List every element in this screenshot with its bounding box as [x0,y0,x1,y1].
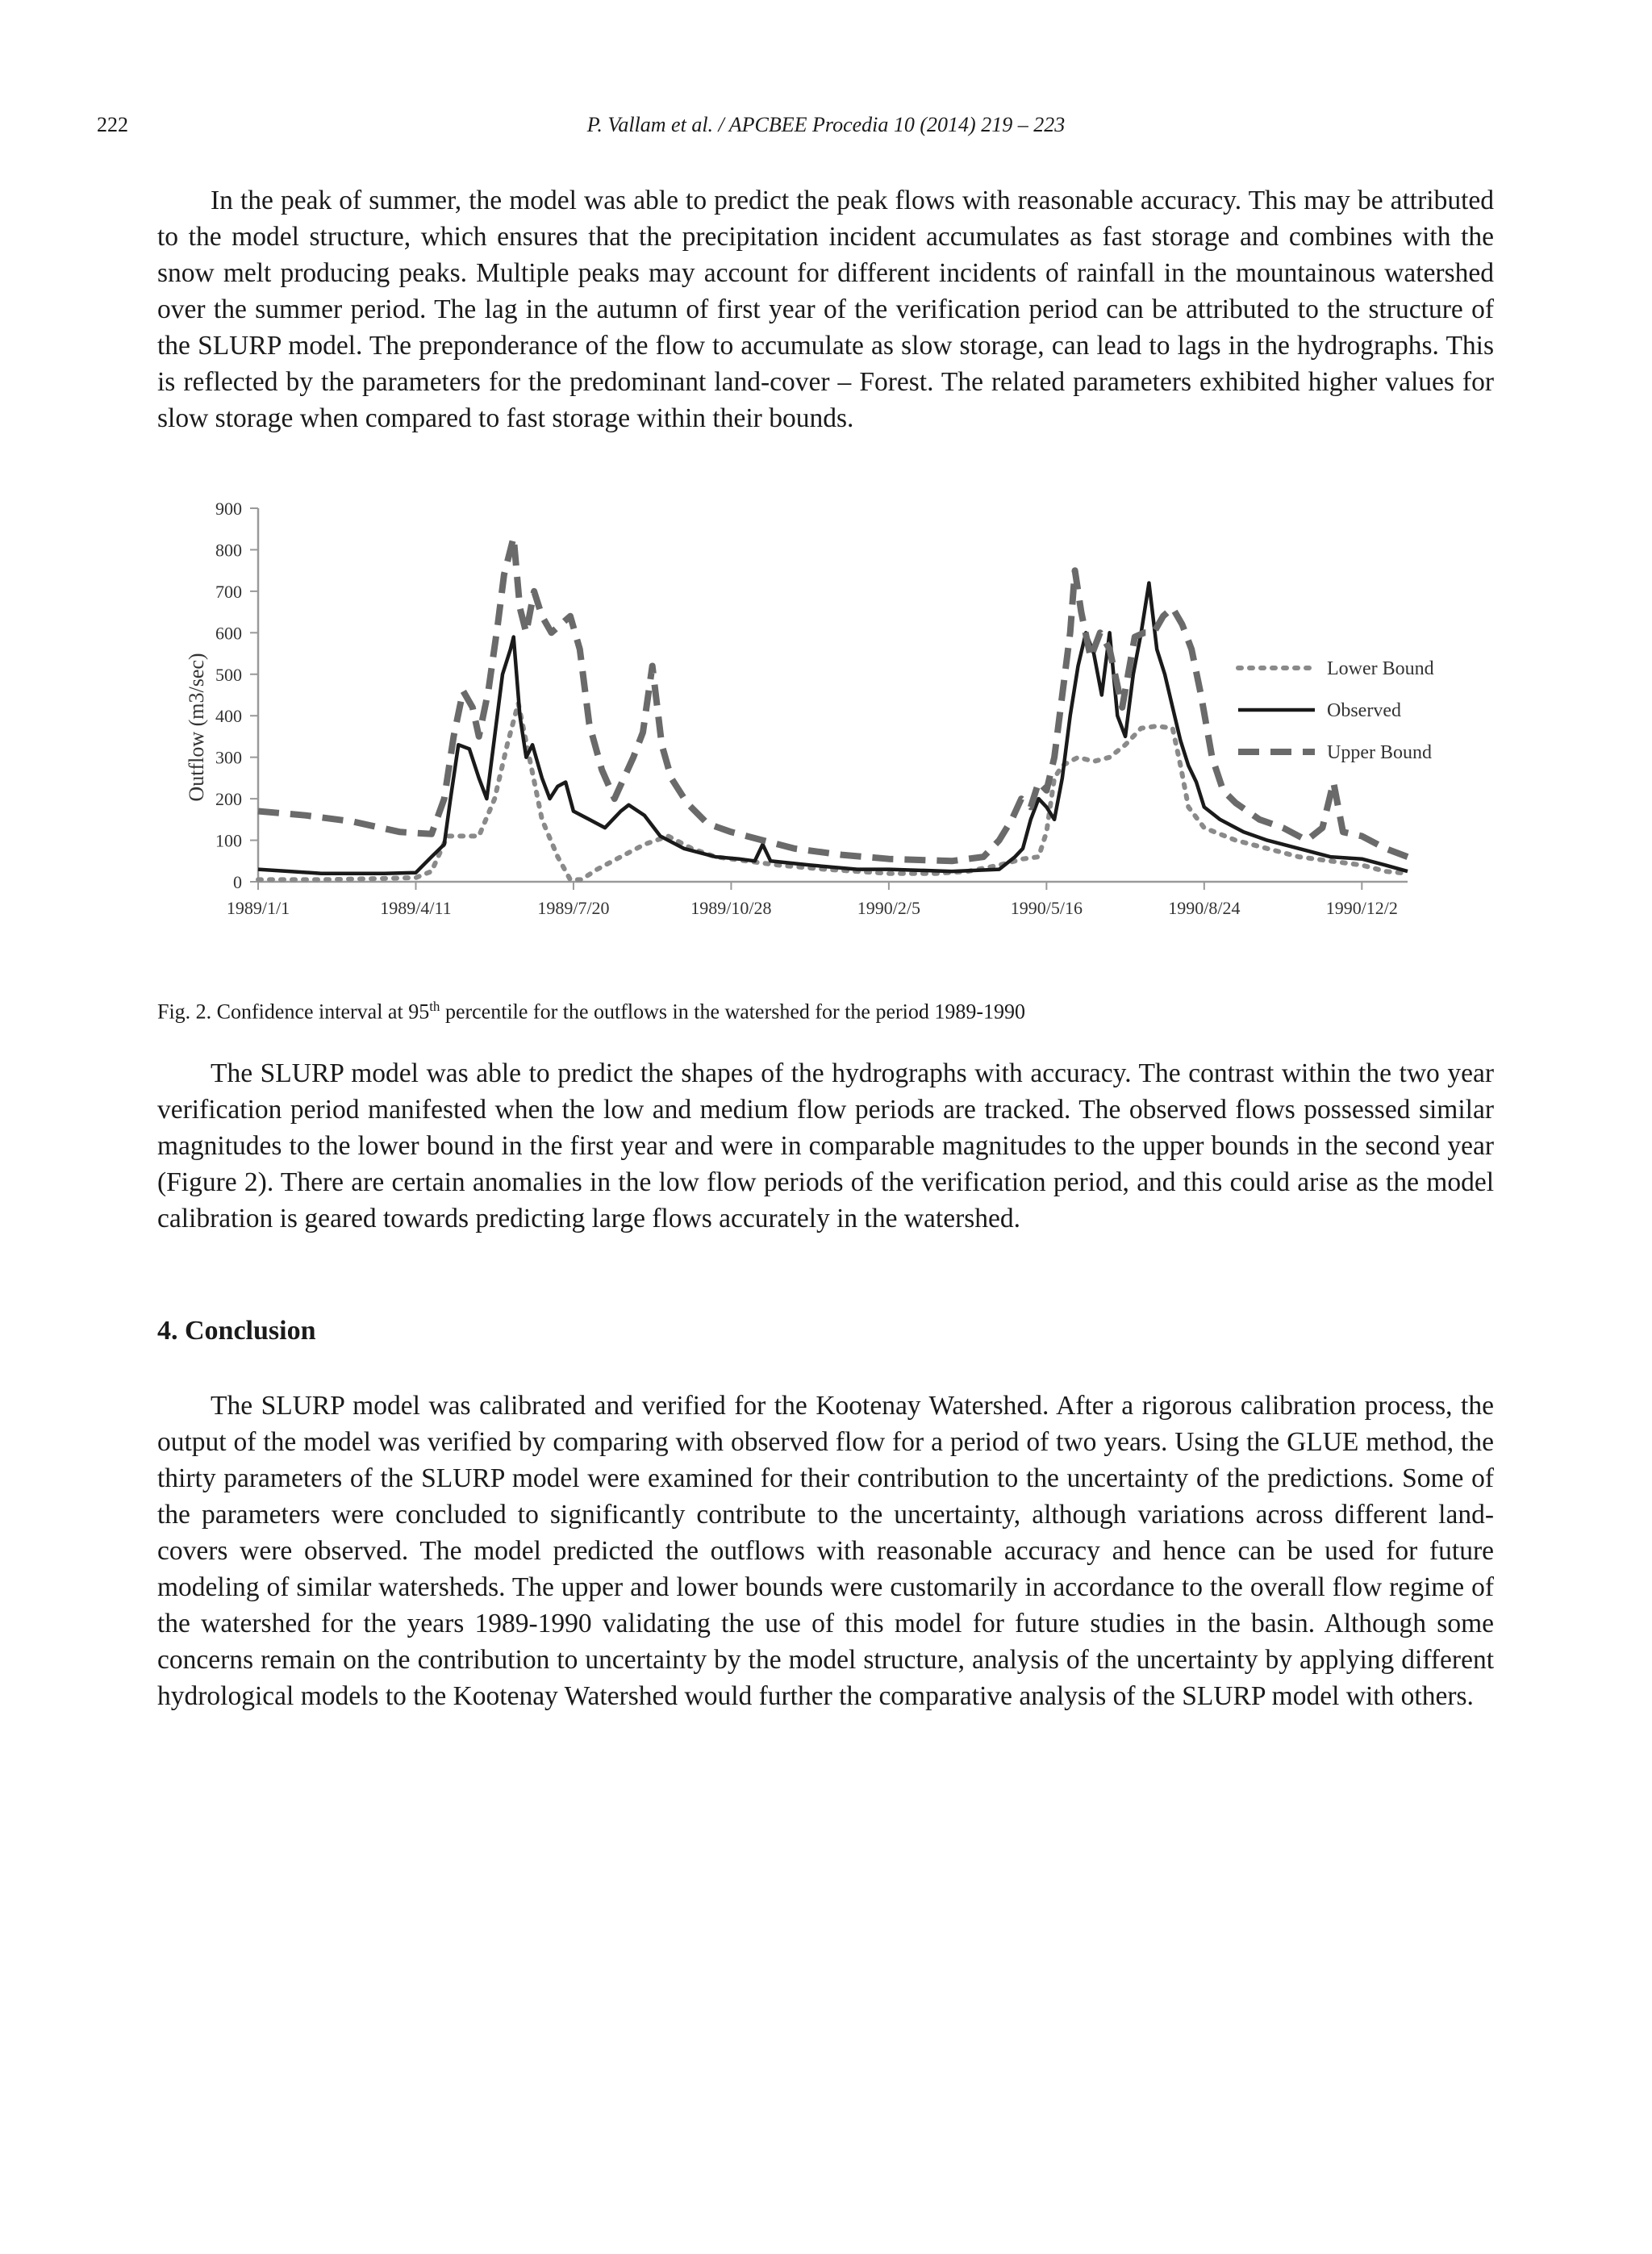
running-head: P. Vallam et al. / APCBEE Procedia 10 (2014) 219 – 223 [586,113,1066,136]
chart-legend [1238,658,1434,763]
body-paragraph-2: The SLURP model was able to predict the shapes of the hydrographs with accuracy. The contrast within the two year verification period manifested when the low and medium flow periods are tracked. The observed flows possessed similar magnitudes to the lower bound in the first year and were in comparable magnitudes to the upper bounds in the second year (Figure 2). There are certain anomalies in the low flow periods of the verification period, and this could arise as the model calibration is geared towards predicting large flows accurately in the watershed. [157,1058,1494,1233]
figure-caption-text-end: percentile for the outflows in the watershed for the period 1989-1990 [440,1000,1026,1024]
figure-caption [157,999,1025,1025]
figure-caption-superscript: th [429,999,440,1014]
y-axis-title: Outflow (m3/sec) [185,653,208,802]
figure-caption-text: Fig. 2. Confidence interval at 95 [157,1000,430,1024]
series-line-upper-bound [258,537,1408,861]
section-heading: 4. Conclusion [157,1316,316,1346]
y-tick-label: 100 [215,830,242,851]
y-tick-label: 900 [215,499,242,519]
y-tick-label: 200 [215,789,242,810]
chart-series [258,537,1408,879]
series-line-lower-bound [258,703,1408,880]
legend-label: Observed [1327,700,1401,721]
page-number: 222 [97,113,128,136]
x-tick-label: 1989/1/1 [226,898,290,918]
body-paragraph-1: In the peak of summer, the model was able to predict the peak flows with reasonable accuracy. This may be attributed to the model structure, which ensures that the precipitation incident accumulates as fast storage and combines with the snow melt producing peaks. Multiple peaks may account for different incidents of rainfall in the mountainous watershed over the summer period. The lag in the autumn of first year of the verification period can be attributed to the structure of the SLURP model. The preponderance of the flow to accumulate as slow storage, can lead to lags in the hydrographs. This is reflected by the parameters for the predominant land-cover – Forest. The related parameters exhibited higher values for slow storage when compared to fast storage within their bounds. [157,186,1494,433]
legend-label: Lower Bound [1327,658,1434,679]
y-tick-label: 300 [215,747,242,768]
x-tick-label: 1990/2/5 [857,898,921,918]
x-tick-label: 1989/4/11 [380,898,452,918]
y-tick-label: 400 [215,706,242,727]
x-tick-label: 1989/10/28 [690,898,772,918]
y-tick-label: 800 [215,540,242,561]
y-tick-label: 600 [215,623,242,644]
y-tick-label: 0 [233,872,242,892]
y-tick-label: 500 [215,664,242,685]
x-tick-label: 1989/7/20 [537,898,610,918]
x-tick-label: 1990/5/16 [1010,898,1083,918]
chart-axes [185,499,1408,918]
x-tick-label: 1990/12/2 [1325,898,1398,918]
legend-label: Upper Bound [1327,742,1432,763]
body-paragraph-3: The SLURP model was calibrated and verified for the Kootenay Watershed. After a rigorous calibration process, the output of the model was verified by comparing with observed flow for a period of two years. Using the GLUE method, the thirty parameters of the SLURP model were examined for their contribution to the uncertainty of the predictions. Some of the parameters were concluded to significantly contribute to the uncertainty, although variations across different land-covers were observed. The model predicted the outflows with reasonable accuracy and hence can be used for future modeling of similar watersheds. The upper and lower bounds were customarily in accordance to the overall flow regime of the watershed for the years 1989-1990 validating the use of this model for future studies in the basin. Although some concerns remain on the contribution to uncertainty by the model structure, analysis of the uncertainty by applying different hydrological models to the Kootenay Watershed would further the comparative analysis of the SLURP model with others. [157,1391,1494,1711]
x-tick-label: 1990/8/24 [1168,898,1241,918]
y-tick-label: 700 [215,581,242,602]
